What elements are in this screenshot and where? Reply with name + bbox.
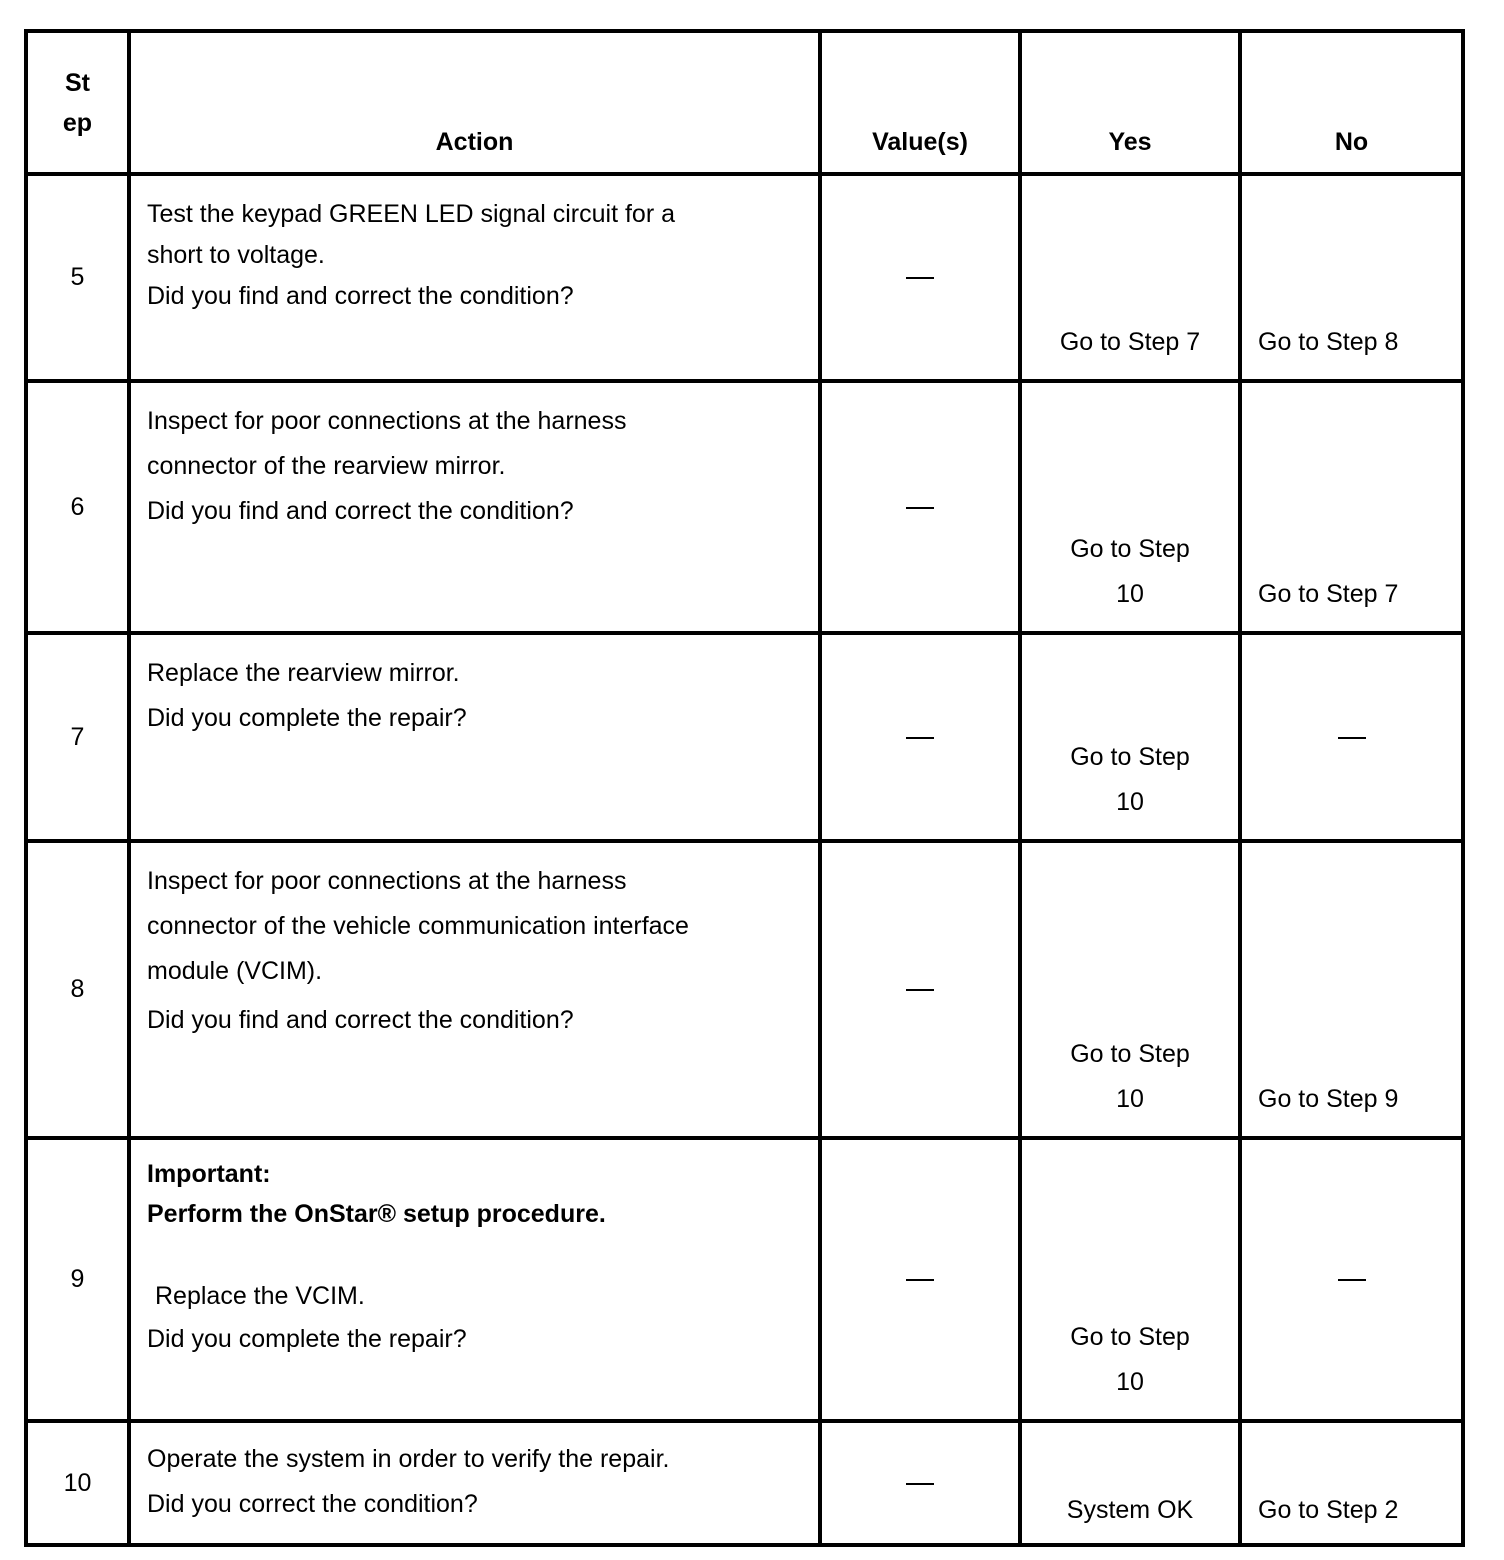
no-cell — [1240, 841, 1463, 1138]
no-cell — [1240, 1421, 1463, 1545]
header-step-line2: ep — [62, 108, 93, 137]
step-number: 8 — [26, 841, 129, 1138]
yes-target: 10 — [1116, 580, 1144, 608]
no-target: Go to Step 2 — [1258, 1496, 1399, 1524]
value-dash — [906, 737, 934, 739]
action-question: Did you correct the condition? — [147, 1490, 478, 1518]
action-text: Operate the system in order to verify the repair. — [147, 1445, 670, 1473]
value-dash — [906, 507, 934, 509]
action-text: connector of the rearview mirror. — [147, 452, 506, 480]
action-text: Test the keypad GREEN LED signal circuit for a — [147, 200, 676, 228]
header-row — [26, 31, 1463, 174]
action-cell — [129, 381, 820, 633]
step-number: 10 — [26, 1421, 129, 1545]
yes-cell — [1020, 633, 1240, 841]
table-row — [26, 1138, 1463, 1421]
value-dash — [906, 277, 934, 279]
header-yes: Yes — [1020, 31, 1240, 174]
table-row — [26, 633, 1463, 841]
value-cell — [820, 174, 1020, 381]
action-text: Replace the VCIM. — [155, 1282, 365, 1310]
header-values: Value(s) — [820, 31, 1020, 174]
value-cell — [820, 841, 1020, 1138]
no-cell — [1240, 633, 1463, 841]
value-dash — [906, 989, 934, 991]
yes-target: 10 — [1116, 1368, 1144, 1396]
yes-target: 10 — [1116, 788, 1144, 816]
step-number: 5 — [26, 174, 129, 381]
yes-target: Go to Step 7 — [1059, 328, 1201, 356]
action-text: connector of the vehicle communication interface — [147, 912, 689, 940]
action-question: Did you find and correct the condition? — [147, 1006, 574, 1034]
action-text: Inspect for poor connections at the harness — [147, 407, 627, 435]
yes-target: Go to Step — [1070, 535, 1190, 563]
no-target: Go to Step 8 — [1258, 328, 1399, 356]
action-question: Did you complete the repair? — [147, 704, 467, 732]
table-row — [26, 381, 1463, 633]
yes-target: 10 — [1116, 1085, 1144, 1113]
step-number: 7 — [26, 633, 129, 841]
action-text: Replace the rearview mirror. — [147, 659, 460, 687]
yes-cell — [1020, 841, 1240, 1138]
no-cell — [1240, 381, 1463, 633]
no-cell — [1240, 174, 1463, 381]
header-no: No — [1240, 31, 1463, 174]
step-number: 6 — [26, 381, 129, 633]
action-cell — [129, 1138, 820, 1421]
action-cell — [129, 841, 820, 1138]
value-cell — [820, 1421, 1020, 1545]
table-row — [26, 1421, 1463, 1545]
header-action: Action — [129, 31, 820, 174]
yes-target: System OK — [1066, 1496, 1194, 1524]
spacer — [147, 1234, 808, 1274]
yes-target: Go to Step — [1070, 743, 1190, 771]
diagnostic-table — [24, 29, 1465, 1547]
table-row — [26, 841, 1463, 1138]
yes-target: Go to Step — [1070, 1323, 1190, 1351]
action-cell — [129, 633, 820, 841]
table-row — [26, 174, 1463, 381]
action-question: Did you complete the repair? — [147, 1325, 467, 1353]
no-target: Go to Step 7 — [1258, 580, 1399, 608]
no-cell — [1240, 1138, 1463, 1421]
action-question: Did you find and correct the condition? — [147, 497, 574, 525]
header-step-line1: St — [65, 68, 90, 97]
important-label: Important: — [147, 1160, 271, 1188]
step-number: 9 — [26, 1138, 129, 1421]
value-cell — [820, 633, 1020, 841]
yes-cell — [1020, 381, 1240, 633]
action-question: Did you find and correct the condition? — [147, 282, 574, 310]
yes-cell — [1020, 1138, 1240, 1421]
value-dash — [906, 1279, 934, 1281]
no-target: Go to Step 9 — [1258, 1085, 1399, 1113]
value-cell — [820, 1138, 1020, 1421]
value-cell — [820, 381, 1020, 633]
no-dash — [1338, 1279, 1366, 1281]
action-cell — [129, 1421, 820, 1545]
yes-target: Go to Step — [1070, 1040, 1190, 1068]
important-note: Perform the OnStar® setup procedure. — [147, 1200, 606, 1228]
header-step — [26, 31, 129, 174]
action-text: short to voltage. — [147, 241, 325, 269]
action-cell — [129, 174, 820, 381]
value-dash — [906, 1483, 934, 1485]
yes-cell — [1020, 174, 1240, 381]
yes-cell — [1020, 1421, 1240, 1545]
no-dash — [1338, 737, 1366, 739]
action-text: module (VCIM). — [147, 957, 323, 985]
action-text: Inspect for poor connections at the harness — [147, 867, 627, 895]
